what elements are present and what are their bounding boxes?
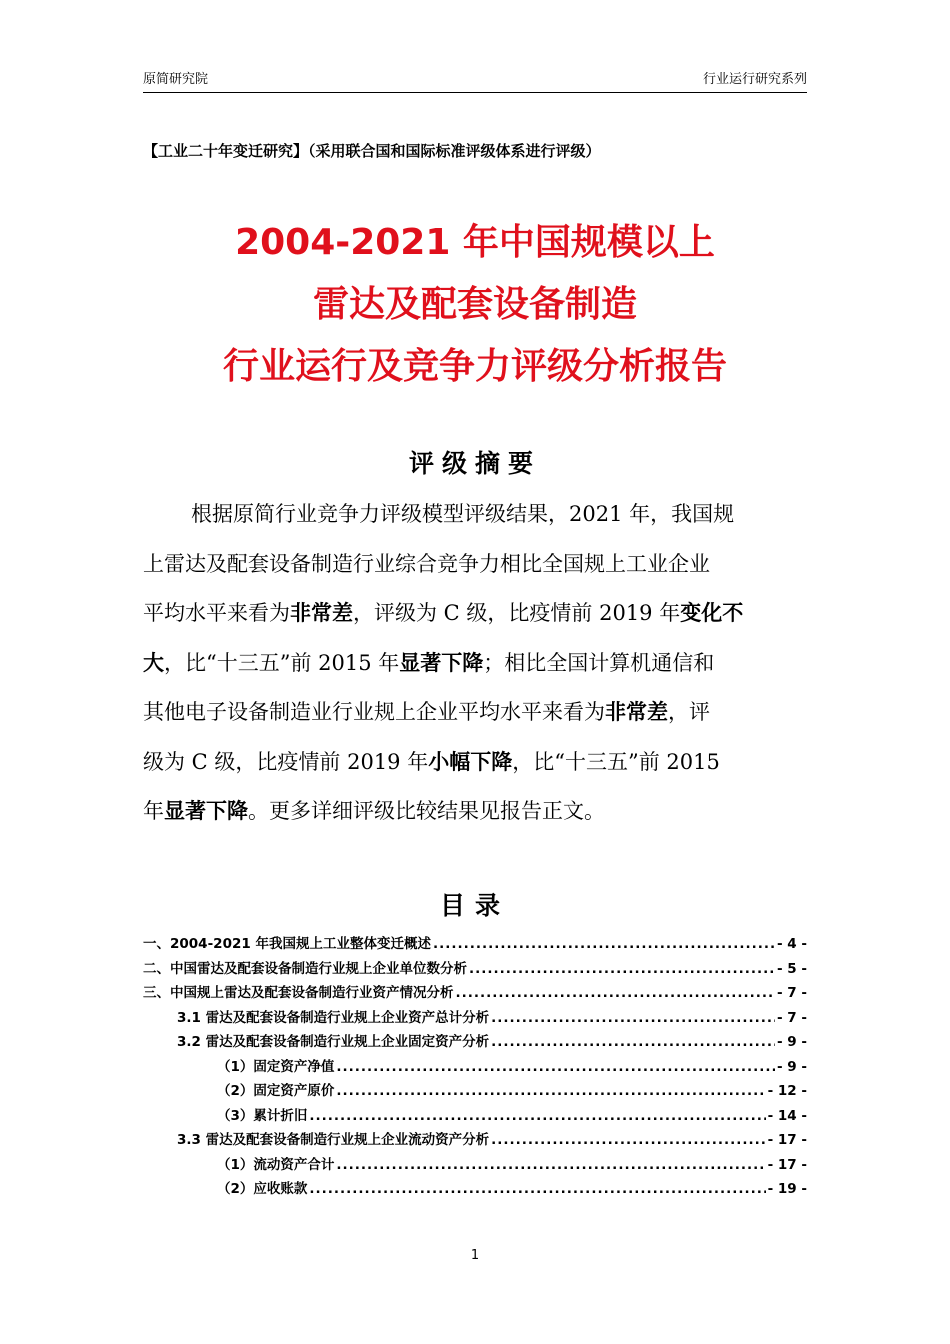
toc-entry-label: （2）固定资产原价 [217, 1083, 335, 1099]
toc-entry[interactable] [143, 1153, 807, 1178]
text: ，比“十三五”前 2015 [512, 749, 720, 774]
toc-entry-label: 三、中国规上雷达及配套设备制造行业资产情况分析 [143, 985, 454, 1001]
report-subtitle: 【工业二十年变迁研究】（采用联合国和国际标准评级体系进行评级） [143, 142, 601, 160]
summary-line [143, 787, 807, 837]
toc-leader [433, 936, 775, 952]
text: 其他电子设备制造业行业规上企业平均水平来看为 [143, 700, 605, 724]
summary-line [143, 688, 807, 738]
summary-line [143, 738, 807, 788]
header-series: 行业运行研究系列 [702, 72, 807, 87]
toc-entry-page: - 19 - [767, 1181, 807, 1197]
text: 平均水平来看为 [143, 601, 290, 625]
toc-leader [491, 1034, 775, 1050]
toc-leader [336, 1157, 765, 1173]
toc-entry[interactable] [143, 1079, 807, 1104]
toc-entry-page: - 12 - [767, 1083, 807, 1099]
toc-entry[interactable] [143, 1006, 807, 1031]
toc-entry[interactable] [143, 1104, 807, 1129]
page-header [143, 66, 807, 93]
table-of-contents [143, 932, 807, 1202]
toc-entry-page: - 17 - [767, 1156, 807, 1173]
toc-entry-page: - 14 - [767, 1107, 807, 1124]
toc-entry-label: 一、2004-2021 年我国规上工业整体变迁概述 [143, 936, 431, 952]
summary-paragraph [143, 490, 807, 837]
toc-entry[interactable] [143, 981, 807, 1006]
title-line-1: 2004-2021 年中国规模以上 [235, 222, 715, 263]
report-title [0, 212, 950, 398]
toc-entry-label: 3.2 雷达及配套设备制造行业规上企业固定资产分析 [177, 1034, 490, 1050]
text: 级为 C 级，比疫情前 2019 年 [143, 749, 429, 774]
toc-entry-label: 3.3 雷达及配套设备制造行业规上企业流动资产分析 [177, 1132, 490, 1148]
toc-entry[interactable] [143, 1128, 807, 1153]
text: 年 [143, 799, 164, 823]
toc-entry-page: - 7 - [777, 1009, 807, 1026]
text: ；相比全国计算机通信和 [483, 650, 715, 675]
toc-entry-label: （1）流动资产合计 [217, 1156, 335, 1173]
summary-line: 上雷达及配套设备制造行业综合竞争力相比全国规上工业企业 [143, 551, 710, 576]
toc-entry[interactable] [143, 1030, 807, 1055]
toc-entry[interactable] [143, 1177, 807, 1202]
toc-leader [309, 1181, 765, 1197]
emphasis: 小幅下降 [428, 749, 513, 774]
toc-entry-label: （3）累计折旧 [217, 1107, 308, 1124]
title-line-2: 雷达及配套设备制造 [312, 284, 637, 325]
toc-entry-page: - 9 - [777, 1058, 807, 1075]
toc-leader [491, 1132, 765, 1148]
toc-entry[interactable] [143, 1055, 807, 1080]
toc-entry[interactable] [143, 957, 807, 982]
toc-entry-label: 3.1 雷达及配套设备制造行业规上企业资产总计分析 [177, 1009, 490, 1026]
text: 。更多详细评级比较结果见报告正文。 [248, 799, 605, 823]
toc-leader [336, 1083, 765, 1099]
toc-entry-page: - 7 - [777, 985, 807, 1001]
toc-heading: 目录 [439, 891, 510, 920]
emphasis: 变化不 [680, 601, 744, 625]
summary-heading: 评级摘要 [408, 449, 541, 478]
text: ，比“十三五”前 2015 年 [164, 650, 400, 675]
toc-leader [469, 961, 775, 977]
toc-entry-page: - 17 - [767, 1132, 807, 1148]
emphasis: 大 [143, 650, 164, 675]
header-org: 原简研究院 [143, 72, 209, 87]
title-line-3: 行业运行及竞争力评级分析报告 [222, 346, 727, 387]
toc-leader [456, 985, 776, 1001]
toc-leader [309, 1108, 765, 1124]
summary-line [143, 639, 807, 689]
emphasis: 非常差 [605, 700, 668, 724]
toc-entry-page: - 5 - [777, 960, 807, 977]
summary-line: 根据原简行业竞争力评级模型评级结果，2021 年，我国规 [191, 502, 735, 526]
toc-entry-label: 二、中国雷达及配套设备制造行业规上企业单位数分析 [143, 960, 467, 977]
text: ，评 [668, 700, 710, 724]
toc-entry-label: （2）应收账款 [217, 1181, 308, 1197]
toc-entry[interactable] [143, 932, 807, 957]
emphasis: 显著下降 [164, 799, 248, 823]
summary-line [143, 589, 807, 639]
toc-entry-label: （1）固定资产净值 [217, 1058, 335, 1075]
toc-leader [491, 1010, 775, 1026]
toc-entry-page: - 4 - [777, 936, 807, 952]
page-number: 1 [470, 1248, 480, 1263]
emphasis: 显著下降 [399, 650, 484, 675]
text: ，评级为 C 级，比疫情前 2019 年 [353, 601, 681, 625]
toc-leader [336, 1059, 775, 1075]
toc-entry-page: - 9 - [777, 1034, 807, 1050]
emphasis: 非常差 [290, 601, 353, 625]
